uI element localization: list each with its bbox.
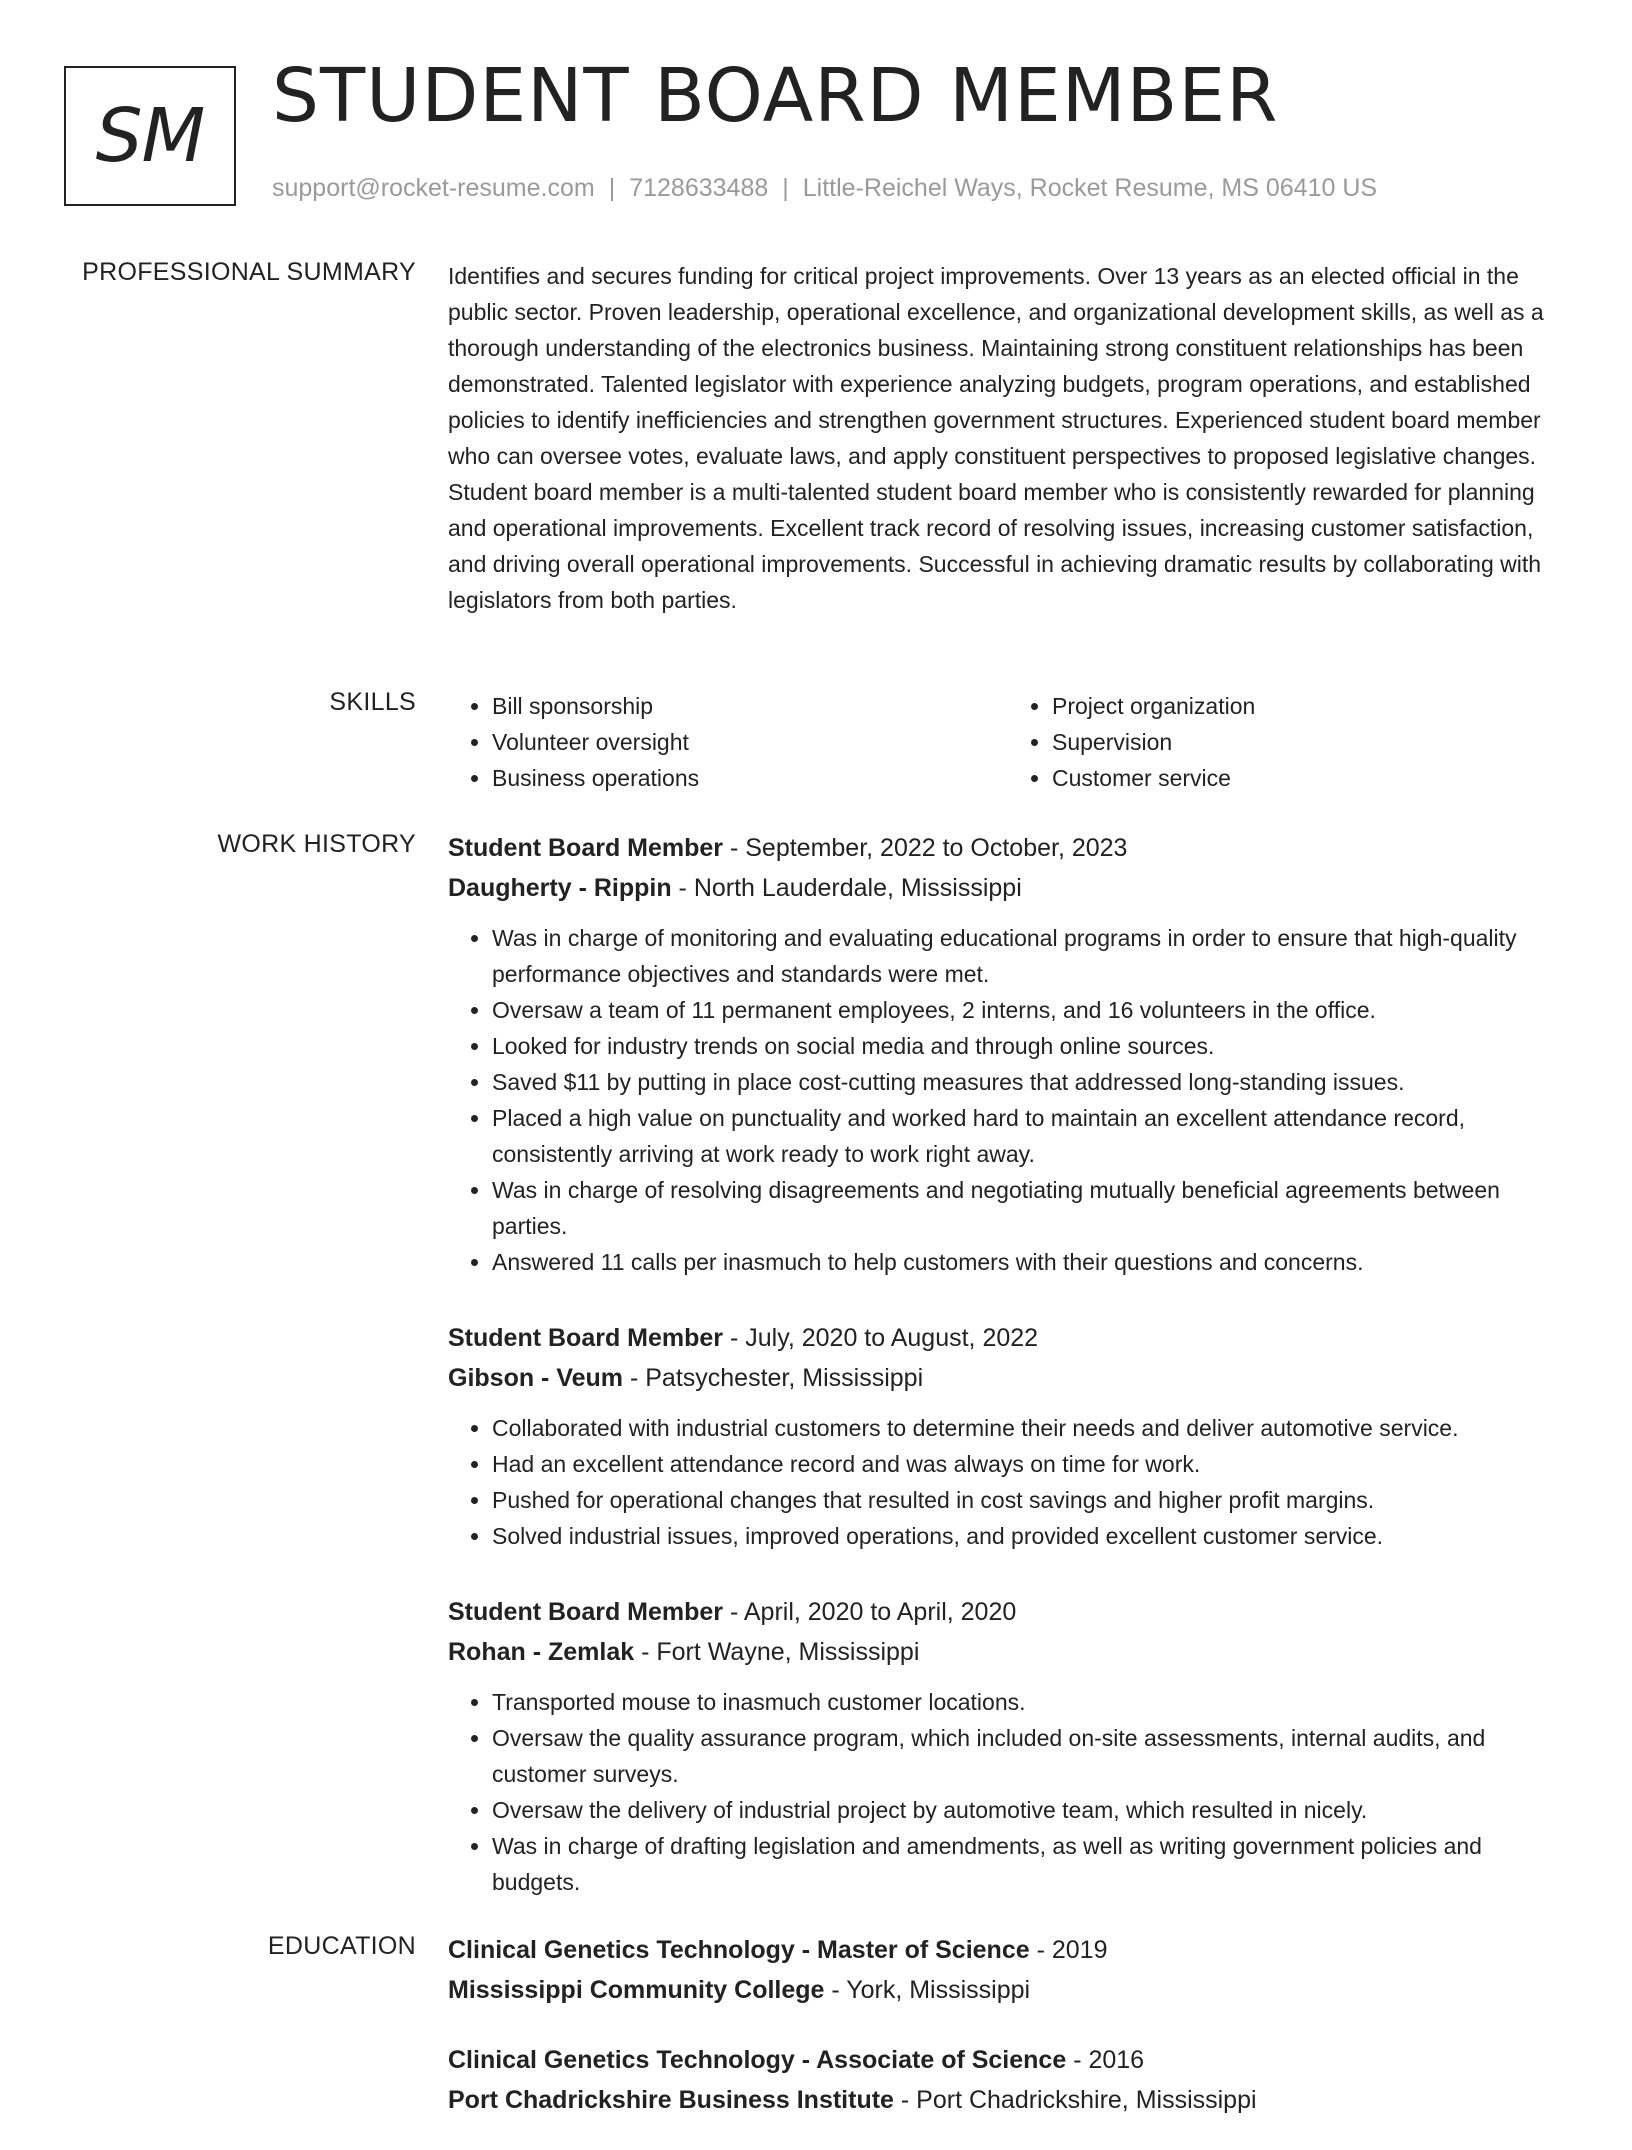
job-bullet: • Answered 11 calls per inasmuch to help customers with their questions and concerns. xyxy=(492,1244,1568,1280)
education-label: EDUCATION xyxy=(267,1932,416,1960)
job-bullet: • Was in charge of monitoring and evaluating educational programs in order to ensure that high-quality performance objectives and standards were met. xyxy=(492,920,1568,992)
work-content xyxy=(448,828,1568,1938)
job-company-line xyxy=(448,1632,1568,1672)
skill-item: • Customer service xyxy=(1052,760,1568,796)
education-school-line xyxy=(448,1970,1568,2010)
contact-address: Little-Reichel Ways, Rocket Resume, MS 06410 US xyxy=(802,174,1378,202)
job-dates: - April, 2020 to April, 2020 xyxy=(723,1598,1017,1626)
summary-content xyxy=(448,258,1568,618)
job-bullet: • Saved $11 by putting in place cost-cutting measures that addressed long-standing issues. xyxy=(492,1064,1568,1100)
contact-separator: | xyxy=(608,174,616,202)
job-title: Student Board Member xyxy=(448,834,724,862)
job-bullet: • Oversaw a team of 11 permanent employees, 2 interns, and 16 volunteers in the office. xyxy=(492,992,1568,1028)
job-title-line xyxy=(448,1592,1568,1632)
job-bullet: • Looked for industry trends on social media and through online sources. xyxy=(492,1028,1568,1064)
job-title: Student Board Member xyxy=(448,1598,724,1626)
job-location: - Patsychester, Mississippi xyxy=(623,1364,924,1392)
job-bullet: • Solved industrial issues, improved operations, and provided excellent customer service. xyxy=(492,1518,1568,1554)
job-bullet: • Oversaw the delivery of industrial project by automotive team, which resulted in nicely. xyxy=(492,1792,1568,1828)
job-bullet: • Oversaw the quality assurance program, which included on-site assessments, internal audits, and customer surveys. xyxy=(492,1720,1568,1792)
contact-phone: 7128633488 xyxy=(629,174,769,202)
job-entry xyxy=(448,828,1568,1280)
education-school-line xyxy=(448,2080,1568,2120)
job-location: - North Lauderdale, Mississippi xyxy=(671,874,1022,902)
job-bullets xyxy=(448,920,1568,1280)
resume-name: STUDENT BOARD MEMBER xyxy=(272,53,1279,139)
education-content xyxy=(448,1930,1568,2150)
job-bullet: • Pushed for operational changes that resulted in cost savings and higher profit margins. xyxy=(492,1482,1568,1518)
education-location: - York, Mississippi xyxy=(824,1976,1031,2004)
job-title-line xyxy=(448,1318,1568,1358)
education-school: Port Chadrickshire Business Institute xyxy=(448,2086,894,2114)
job-title-line xyxy=(448,828,1568,868)
job-entry xyxy=(448,1318,1568,1554)
job-location: - Fort Wayne, Mississippi xyxy=(634,1638,920,1666)
work-label: WORK HISTORY xyxy=(217,830,416,858)
job-company: Rohan - Zemlak xyxy=(448,1638,635,1666)
education-entry xyxy=(448,2040,1568,2120)
job-bullet: • Collaborated with industrial customers to determine their needs and deliver automotive service. xyxy=(492,1410,1568,1446)
job-company-line xyxy=(448,1358,1568,1398)
job-company-line xyxy=(448,868,1568,908)
education-degree: Clinical Genetics Technology - Associate of Science xyxy=(448,2046,1067,2074)
skills-label: SKILLS xyxy=(329,688,416,716)
job-entry xyxy=(448,1592,1568,1900)
skills-list-left xyxy=(448,688,1008,796)
job-dates: - September, 2022 to October, 2023 xyxy=(723,834,1128,862)
job-bullet: • Was in charge of drafting legislation and amendments, as well as writing government policies and budgets. xyxy=(492,1828,1568,1900)
job-bullet: • Had an excellent attendance record and was always on time for work. xyxy=(492,1446,1568,1482)
job-dates: - July, 2020 to August, 2022 xyxy=(723,1324,1039,1352)
contact-email: support@rocket-resume.com xyxy=(272,174,595,202)
job-title: Student Board Member xyxy=(448,1324,724,1352)
contact-line xyxy=(272,174,1377,203)
skill-item: • Business operations xyxy=(492,760,1008,796)
job-company: Gibson - Veum xyxy=(448,1364,624,1392)
education-school: Mississippi Community College xyxy=(448,1976,825,2004)
skills-content xyxy=(448,688,1568,796)
education-entry xyxy=(448,1930,1568,2010)
contact-separator: | xyxy=(782,174,789,202)
job-company: Daugherty - Rippin xyxy=(448,874,672,902)
skills-list-right xyxy=(1008,688,1568,796)
monogram: SM xyxy=(64,66,236,206)
education-degree-line xyxy=(448,2040,1568,2080)
skill-item: • Supervision xyxy=(1052,724,1568,760)
job-bullets xyxy=(448,1410,1568,1554)
skill-item: • Project organization xyxy=(1052,688,1568,724)
education-year: - 2019 xyxy=(1029,1936,1108,1964)
job-bullet: • Placed a high value on punctuality and worked hard to maintain an excellent attendance record, consistently arriving at work ready to work right away. xyxy=(492,1100,1568,1172)
job-bullets xyxy=(448,1684,1568,1900)
job-bullet: • Was in charge of resolving disagreements and negotiating mutually beneficial agreements between parties. xyxy=(492,1172,1568,1244)
summary-label: PROFESSIONAL SUMMARY xyxy=(82,258,416,286)
skill-item: • Volunteer oversight xyxy=(492,724,1008,760)
education-year: - 2016 xyxy=(1066,2046,1145,2074)
education-degree-line xyxy=(448,1930,1568,1970)
summary-text: Identifies and secures funding for critical project improvements. Over 13 years as an elected official in the public sector. Proven leadership, operational excellence, and organizational development skills, as well as a thorough understanding of the electronics business. Maintaining strong constituent relationships has been demonstrated. Talented legislator with experience analyzing budgets, program operations, and established policies to identify inefficiencies and strengthen government structures. Experienced student board member who can oversee votes, evaluate laws, and apply constituent perspectives to proposed legislative changes. Student board member is a multi-talented student board member who is consistently rewarded for planning and operational improvements. Excellent track record of resolving issues, increasing customer satisfaction, and driving overall operational improvements. Successful in achieving dramatic results by collaborating with legislators from both parties. xyxy=(448,263,1544,613)
job-bullet: • Transported mouse to inasmuch customer locations. xyxy=(492,1684,1568,1720)
education-degree: Clinical Genetics Technology - Master of Science xyxy=(448,1936,1030,1964)
skill-item: • Bill sponsorship xyxy=(492,688,1008,724)
education-location: - Port Chadrickshire, Mississippi xyxy=(893,2086,1257,2114)
